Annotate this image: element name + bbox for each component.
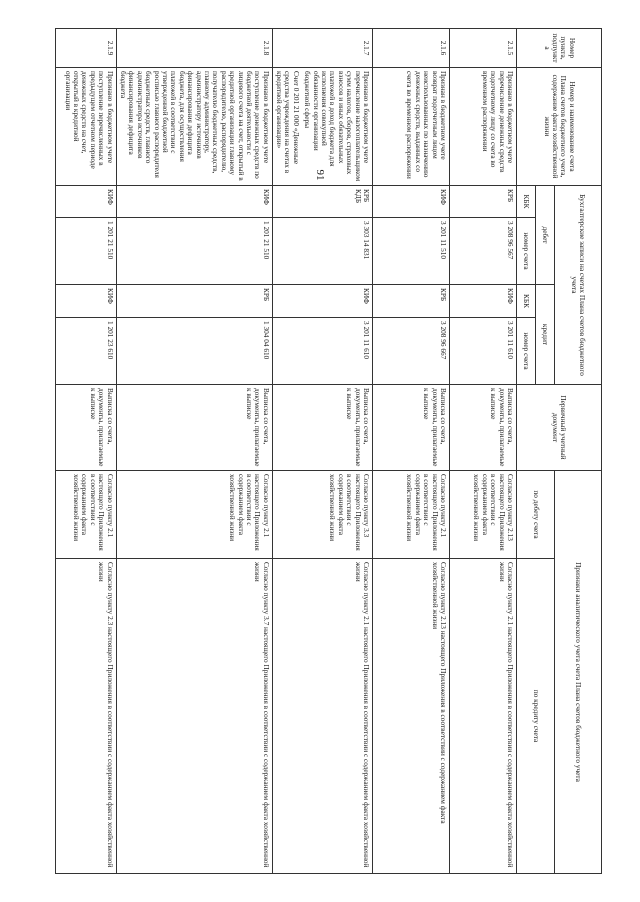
table-row	[373, 29, 450, 874]
row-credit-kbk: КРБ	[116, 285, 272, 318]
row-description: Признано в бюджетном учете поступление денежных средств по бюджетной деятельности с лицевого счета на счет, открытый в кредитной организации главному распорядителю, распорядителю, получателю бюджетных средств, главному администратору, администратору источников финансирования дефицита бюджета, для осуществления платежей в соответствии с утвержденной бюджетной росписью главного распорядителя бюджетных средств, главного администратора источников финансирования дефицита бюджета	[116, 68, 272, 186]
header-document: Первичный учетный документ	[517, 385, 602, 471]
table-row	[450, 29, 517, 874]
row-debit-account: 3 303 14 831	[272, 218, 372, 285]
row-credit-kbk: КИФ	[450, 285, 517, 318]
header-analytics-credit: по кредиту счета	[517, 559, 555, 874]
table-row	[55, 29, 116, 874]
row-debit-account: 1 201 21 510	[116, 218, 272, 285]
header-number: Номер пункта, подпункта	[517, 29, 602, 68]
row-document: Выписка со счета, документы, прилагаемые к выписке	[450, 385, 517, 471]
row-debit-kbk: КИФ	[116, 186, 272, 218]
header-analytics-debit: по дебету счета	[517, 471, 555, 559]
row-number: 2.1.5	[450, 29, 517, 68]
header-analytics: Признаки аналитического учета счета Плана счетов бюджетного учета	[555, 471, 602, 874]
row-debit-account: 3 208 96 567	[450, 218, 517, 285]
row-analytics-debit: Согласно пункту 2.1 настоящего Приложения в соответствии с содержанием факта хозяйственной жизни	[373, 471, 450, 559]
row-document: Выписка со счета, документы, прилагаемые к выписке	[116, 385, 272, 471]
row-analytics-debit: Согласно пункту 2.13 настоящего Приложения в соответствии с содержанием факта хозяйственной жизни	[450, 471, 517, 559]
row-credit-account: 3 208 96 667	[373, 318, 450, 385]
row-debit-kbk: КИФ	[55, 186, 116, 218]
table-row	[272, 29, 372, 874]
row-description: Признан в бюджетном учете возврат подотчетным лицом неиспользованных по назначению денежных средств, выданных со счета во временном распоряжении	[373, 68, 450, 186]
row-debit-kbk: КРБ	[450, 186, 517, 218]
row-debit-kbk: КРБ КДБ	[272, 186, 372, 218]
row-debit-account: 3 201 11 510	[373, 218, 450, 285]
header-entries: Бухгалтерские записи на счетах Плана счетов бюджетного учета	[555, 186, 602, 385]
header-debit-account: номер счета	[517, 218, 536, 285]
row-description: Признано в бюджетном учете перечисление денежных средств подотчетному лицу со счета во временном распоряжении	[450, 68, 517, 186]
row-credit-account: 3 201 11 610	[450, 318, 517, 385]
row-credit-kbk: КИФ	[272, 285, 372, 318]
header-account-name: Номер и наименование счета Плана счетов бюджетного учета, содержание факта хозяйственной жизни	[517, 68, 602, 186]
row-analytics-credit: Согласно пункту 2.1 настоящего Приложения в соответствии с содержанием факта хозяйственной жизни	[450, 559, 517, 874]
row-analytics-debit: Согласно пункту 2.1 настоящего Приложения в соответствии с содержанием факта хозяйственной жизни	[116, 471, 272, 559]
header-credit-account: номер счета	[517, 318, 536, 385]
header-debit: дебет	[536, 186, 555, 285]
row-credit-account: 1 201 23 610	[55, 318, 116, 385]
row-debit-kbk: КИФ	[373, 186, 450, 218]
row-analytics-debit: Согласно пункту 2.1 настоящего Приложения в соответствии с содержанием факта хозяйственной жизни	[55, 471, 116, 559]
header-credit-kbk: КБК	[517, 285, 536, 318]
rotated-table-page	[52, 28, 602, 873]
row-number: 2.1.6	[373, 29, 450, 68]
row-description: Признано в бюджетном учете перечисление налогоплательщиком сумм налогов, сборов, страховых взносов и иных обязательных платежей в доход бюджета для исполнения совокупной обязанности организации бюджетной сферы	[303, 71, 371, 182]
row-number: 2.1.7	[272, 29, 372, 68]
row-credit-kbk: КРБ	[373, 285, 450, 318]
row-description: Признано в бюджетном учете поступление перечисленных в предыдущем отчетном периоде денежных средств на счет, открытый в кредитной организации	[55, 68, 116, 186]
page-number: 91	[314, 169, 326, 181]
row-credit-account: 3 201 11 610	[272, 318, 372, 385]
row-analytics-credit: Согласно пункту 2.13 настоящего Приложения в соответствии с содержанием факта хозяйственной жизни	[373, 559, 450, 874]
account-section-heading: Счет 0 201 21 000 «Денежные средства учреждения на счетах в кредитной организации»	[275, 71, 301, 174]
header-debit-kbk: КБК	[517, 186, 536, 218]
row-document: Выписка со счета, документы, прилагаемые к выписке	[373, 385, 450, 471]
row-analytics-credit: Согласно пункту 3.7 настоящего Приложения в соответствии с содержанием факта хозяйственной жизни	[116, 559, 272, 874]
accounting-entries-table	[55, 28, 602, 874]
row-analytics-debit: Согласно пункту 3.3 настоящего Приложения в соответствии с содержанием факта хозяйственной жизни	[272, 471, 372, 559]
row-debit-account: 1 201 21 510	[55, 218, 116, 285]
row-number: 2.1.9	[55, 29, 116, 68]
row-credit-kbk: КИФ	[55, 285, 116, 318]
row-description-cell	[272, 68, 372, 186]
row-document: Выписка со счета, документы, прилагаемые к выписке	[272, 385, 372, 471]
row-analytics-credit: Согласно пункту 2.1 настоящего Приложения в соответствии с содержанием факта хозяйственной жизни	[272, 559, 372, 874]
row-document: Выписка со счета, документы, прилагаемые к выписке	[55, 385, 116, 471]
header-credit: кредит	[536, 285, 555, 385]
row-credit-account: 1 304 04 610	[116, 318, 272, 385]
table-row	[116, 29, 272, 874]
row-analytics-credit: Согласно пункту 2.3 настоящего Приложения в соответствии с содержанием факта хозяйственной жизни	[55, 559, 116, 874]
row-number: 2.1.8	[116, 29, 272, 68]
